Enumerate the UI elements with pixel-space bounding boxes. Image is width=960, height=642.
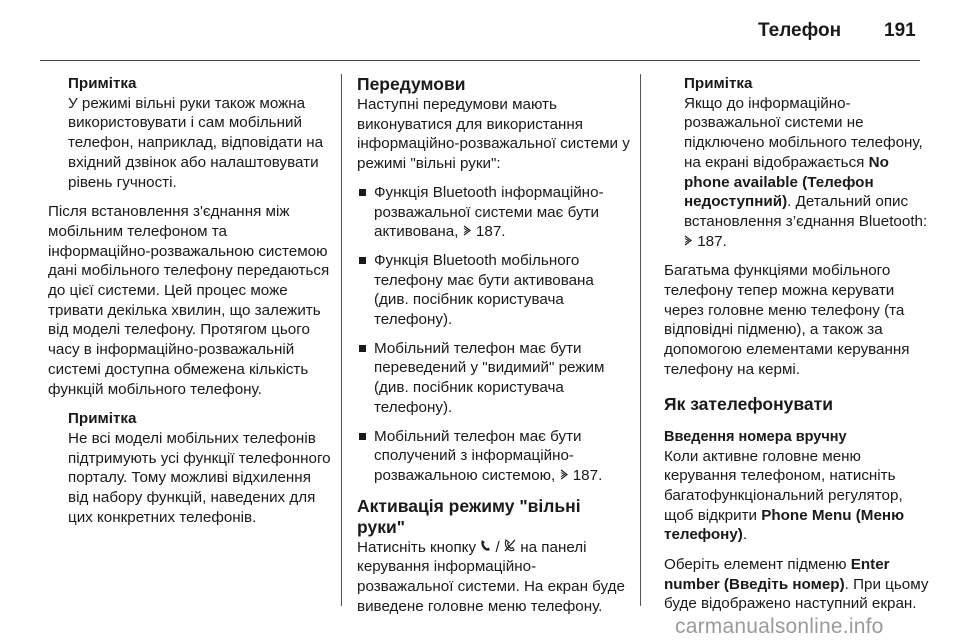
page-header [0, 0, 960, 62]
prerequisites-list [357, 183, 632, 486]
section-title-handsfree: Активація режиму "вільні руки" [357, 495, 581, 537]
paragraph-text: Натисніть кнопку [357, 538, 477, 556]
note-title: Примітка [68, 410, 137, 428]
list-item [357, 183, 632, 242]
menu-term: Phone Menu (Меню телефону) [664, 506, 905, 544]
page-ref-arrow-icon [684, 232, 693, 252]
phone-hangup-icon [504, 538, 516, 558]
note-title: Примітка [684, 75, 753, 92]
paragraph: Наступні передумови мають виконуватися для використання інформаційно-розважальної системи у режимі "вільні руки": [357, 96, 630, 173]
list-item [357, 339, 632, 418]
list-item [357, 427, 632, 486]
paragraph-text: на панелі керування інформаційно-розважальної системи. На екран буде виведене головне меню телефону. [357, 538, 625, 615]
paragraph-text: . При цьому буде відображено наступний екран. [664, 575, 929, 613]
subsection-title: Введення номера вручну [664, 428, 847, 445]
note-text-part: Якщо до інформаційно-розважальної системи не підключено мобільного телефону, на екрані відображається [684, 94, 923, 171]
column-2 [357, 74, 632, 616]
note-block-2 [48, 409, 333, 527]
note-bold-term: No phone available (Телефон недоступний) [684, 153, 889, 211]
paragraph [357, 538, 632, 617]
menu-term: Enter number (Введіть номер) [664, 556, 890, 593]
paragraph: Після встановлення з'єднання між мобільним телефоном та інформаційно-розважальною системою дані мобільного телефону передаються до цієї системи. Цей процес може тривати декілька хвилин, що залежить від моделі телефону. Протягом цього часу в інформаційно-розважальній системі доступна обмежена кількість функцій мобільного телефону. [48, 203, 330, 398]
page-title: Телефон [758, 20, 842, 41]
note-block [664, 74, 934, 251]
note-title: Примітка [68, 75, 137, 92]
section-title-calling: Як зателефонувати [664, 393, 833, 414]
header-divider [40, 60, 920, 61]
list-item-text: Мобільний телефон має бути переведений у "видимий" режим (див. посібник користувача телефону). [374, 339, 605, 416]
page-ref[interactable]: 187. [475, 223, 506, 241]
column-divider-1 [341, 74, 342, 606]
page-number: 191 [884, 20, 916, 41]
paragraph: Багатьма функціями мобільного телефону тепер можна керувати через головне меню телефону (та відповідні підменю), а також за допомогою елементами керування телефону на кермі. [664, 262, 910, 378]
note-text: У режимі вільні руки також можна використовувати і сам мобільний телефон, наприклад, відповідати на вхідний дзвінок або налаштовувати рівень гучності. [68, 94, 324, 191]
note-block-1 [48, 74, 333, 192]
section-title-prerequisites: Передумови [357, 74, 466, 94]
paragraph-text: Оберіть елемент підменю [664, 556, 847, 574]
paragraph-text: Коли активне головне меню керування телефоном, натисніть багатофункціональний регулятор, щоб відкрити [664, 447, 903, 524]
list-item-text: Функція Bluetooth мобільного телефону має бути активована (див. посібник користувача телефону). [374, 251, 594, 329]
paragraph [664, 447, 934, 546]
page-ref[interactable]: 187. [697, 232, 727, 250]
phone-icon [480, 538, 491, 558]
slash-separator: / [495, 538, 500, 556]
page-ref-arrow-icon [463, 222, 472, 242]
note-text [684, 94, 934, 252]
list-item [357, 251, 632, 330]
note-text: Не всі моделі мобільних телефонів підтримують усі функції телефонного порталу. Тому можливі відхилення від набору функцій, наведених для цих конкретних телефонів. [68, 429, 331, 526]
column-1 [48, 74, 333, 537]
watermark: carmanualsonline.info [675, 615, 884, 638]
page-ref-arrow-icon [560, 466, 569, 486]
paragraph [664, 555, 934, 614]
list-item-text: Функція Bluetooth інформаційно-розважальної системи має бути активована, [374, 183, 604, 241]
page-ref[interactable]: 187. [572, 466, 603, 484]
list-item-text: Мобільний телефон має бути сполучений з інформаційно-розважальною системою, [374, 427, 582, 484]
paragraph-text: . [742, 526, 748, 544]
column-3 [664, 74, 934, 624]
column-divider-2 [640, 74, 641, 606]
note-text-part: . Детальний опис встановлення з’єднання Bluetooth: [684, 193, 928, 230]
